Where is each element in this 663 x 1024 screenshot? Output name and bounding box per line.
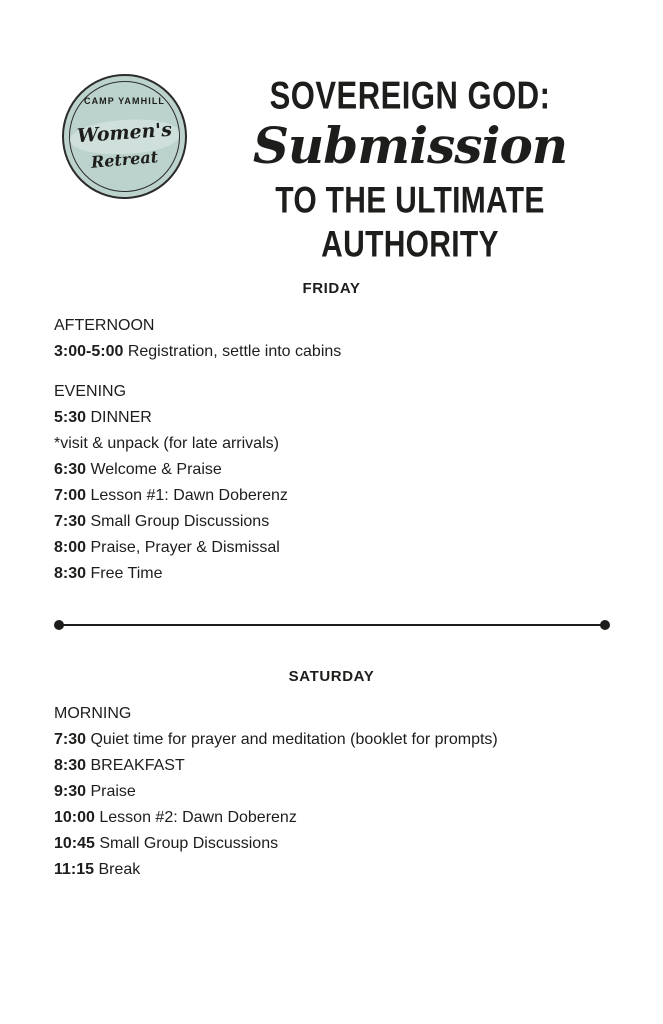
item-desc: Free Time <box>90 565 163 582</box>
schedule-item <box>54 405 663 431</box>
item-time: 11:15 <box>54 861 99 878</box>
item-desc: Break <box>98 861 141 878</box>
camp-yamhill-logo <box>62 74 187 199</box>
schedule-item <box>54 483 663 509</box>
schedule-saturday <box>0 668 663 883</box>
title-line-sovereign-god: SOVEREIGN GOD: <box>269 73 551 118</box>
title-line-authority: AUTHORITY <box>321 223 499 265</box>
logo-camp-name: CAMP YAMHILL <box>83 96 166 106</box>
logo-womens-text: Women's <box>76 118 173 148</box>
item-time: 7:30 <box>54 731 91 748</box>
day-heading-saturday: SATURDAY <box>288 668 375 685</box>
logo-retreat-text: Retreat <box>90 147 159 172</box>
schedule-item <box>54 831 663 857</box>
item-time: 7:30 <box>54 513 91 530</box>
item-desc: Praise <box>90 783 136 800</box>
item-time: 7:00 <box>54 487 91 504</box>
flyer-header <box>0 62 663 265</box>
item-time: 8:00 <box>54 539 91 556</box>
item-desc: Welcome & Praise <box>90 461 222 478</box>
day-heading-friday: FRIDAY <box>302 280 361 297</box>
item-desc: Praise, Prayer & Dismissal <box>90 539 280 556</box>
item-desc: Lesson #1: Dawn Doberenz <box>90 487 288 504</box>
schedule-item <box>54 339 663 365</box>
item-time: 9:30 <box>54 783 91 800</box>
item-desc: BREAKFAST <box>90 757 185 774</box>
schedule-friday <box>0 280 663 587</box>
item-desc: Quiet time for prayer and meditation (booklet for prompts) <box>90 731 498 748</box>
item-desc: DINNER <box>90 409 152 426</box>
section-label-evening: EVENING <box>54 383 127 400</box>
section-divider <box>54 620 610 630</box>
schedule-item <box>54 805 663 831</box>
item-time: 6:30 <box>54 461 91 478</box>
item-time: 10:45 <box>54 835 100 852</box>
item-time: 5:30 <box>54 409 91 426</box>
spacer <box>0 365 663 373</box>
item-time: 3:00-5:00 <box>54 343 128 360</box>
item-desc: Registration, settle into cabins <box>127 343 342 360</box>
page-title <box>200 62 620 265</box>
schedule-item <box>54 857 663 883</box>
schedule-item <box>54 431 663 457</box>
schedule-item <box>54 753 663 779</box>
schedule-item <box>54 509 663 535</box>
title-script-submission: Submission <box>252 116 568 175</box>
schedule-item <box>54 779 663 805</box>
schedule-item <box>54 457 663 483</box>
item-time: 8:30 <box>54 565 91 582</box>
item-desc: *visit & unpack (for late arrivals) <box>54 435 279 452</box>
divider-dot-right <box>600 620 610 630</box>
item-desc: Lesson #2: Dawn Doberenz <box>99 809 297 826</box>
item-desc: Small Group Discussions <box>99 835 279 852</box>
schedule-item <box>54 561 663 587</box>
item-desc: Small Group Discussions <box>90 513 270 530</box>
schedule-item <box>54 727 663 753</box>
section-label-morning: MORNING <box>54 705 132 722</box>
item-time: 10:00 <box>54 809 100 826</box>
title-line-to-the-ultimate: TO THE ULTIMATE <box>275 179 545 221</box>
divider-bar <box>59 624 605 626</box>
item-time: 8:30 <box>54 757 91 774</box>
schedule-item <box>54 535 663 561</box>
section-label-afternoon: AFTERNOON <box>54 317 155 334</box>
